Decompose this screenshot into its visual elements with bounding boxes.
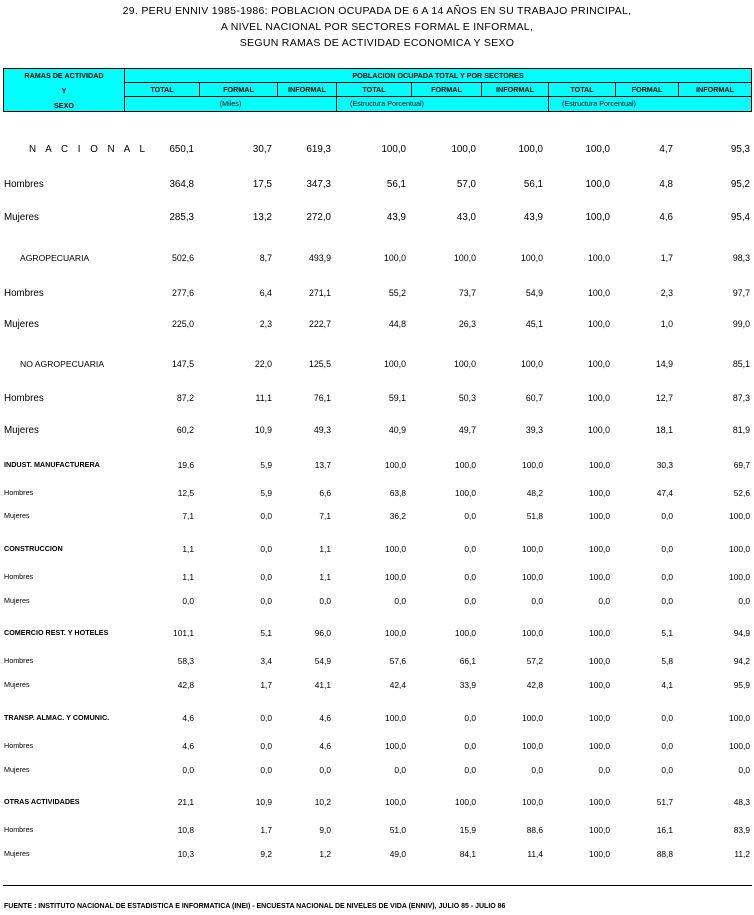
cell-value: 100,0	[589, 460, 610, 470]
cell-value: 83,9	[733, 825, 750, 835]
cell-value: 95,3	[730, 144, 750, 155]
cell-value: 51,7	[656, 797, 673, 807]
cell-value: 272,0	[306, 212, 331, 223]
cell-value: 88,8	[656, 849, 673, 859]
unit-label-miles: (Miles)	[219, 99, 242, 108]
cell-value: 100,0	[522, 741, 543, 751]
cell-value: 7,1	[182, 511, 194, 521]
table-header	[3, 68, 752, 112]
cell-value: 1,1	[182, 572, 194, 582]
cell-value: 60,2	[176, 425, 194, 435]
cell-value: 6,4	[259, 288, 272, 298]
cell-value: 100,0	[729, 511, 750, 521]
cell-value: 100,0	[589, 544, 610, 554]
cell-value: 88,6	[526, 825, 543, 835]
cell-value: 49,0	[389, 849, 406, 859]
cell-value: 45,1	[525, 319, 543, 329]
cell-value: 9,0	[319, 825, 331, 835]
col-header-informal-2: INFORMAL	[496, 85, 534, 94]
cell-value: 100,0	[589, 488, 610, 498]
cell-value: 96,0	[314, 628, 331, 638]
cell-value: 5,9	[260, 488, 272, 498]
row-label: NO AGROPECUARIA	[20, 359, 105, 369]
cell-value: 54,9	[525, 288, 543, 298]
cell-value: 100,0	[522, 572, 543, 582]
cell-value: 4,6	[319, 741, 331, 751]
col-header-informal-3: INFORMAL	[696, 85, 734, 94]
cell-value: 0,0	[661, 741, 673, 751]
cell-value: 100,0	[453, 359, 476, 369]
cell-value: 4,6	[659, 212, 673, 223]
span-header: POBLACION OCUPADA TOTAL Y POR SECTORES	[352, 71, 524, 80]
cell-value: 56,1	[523, 179, 543, 190]
cell-value: 0,0	[464, 596, 476, 606]
cell-value: 13,7	[314, 460, 331, 470]
cell-value: 10,9	[255, 797, 272, 807]
cell-value: 42,8	[177, 680, 194, 690]
cell-value: 81,9	[732, 425, 750, 435]
cell-value: 0,0	[182, 765, 194, 775]
cell-value: 0,0	[738, 596, 750, 606]
cell-value: 0,0	[598, 765, 610, 775]
row-label: AGROPECUARIA	[20, 253, 90, 263]
row-label: Hombres	[4, 179, 44, 190]
row-label: Mujeres	[4, 849, 30, 858]
cell-value: 69,7	[733, 460, 750, 470]
cell-value: 100,0	[587, 253, 610, 263]
cell-value: 100,0	[385, 797, 406, 807]
cell-value: 49,3	[313, 425, 331, 435]
cell-value: 10,9	[254, 425, 272, 435]
source-note: FUENTE : INSTITUTO NACIONAL DE ESTADISTICA E INFORMATICA (INEI) - ENCUESTA NACIONAL DE NIVELES DE VIDA (ENNIV), JULIO 85 - JULIO 86	[4, 903, 506, 910]
cell-value: 100,0	[587, 393, 610, 403]
cell-value: 18,1	[655, 425, 673, 435]
cell-value: 4,8	[659, 179, 673, 190]
cell-value: 364,8	[169, 179, 194, 190]
row-label: TRANSP. ALMAC. Y COMUNIC.	[4, 713, 110, 722]
cell-value: 60,7	[525, 393, 543, 403]
cell-value: 0,0	[661, 713, 673, 723]
row-label: Hombres	[4, 288, 44, 299]
cell-value: 21,1	[177, 797, 194, 807]
cell-value: 73,7	[458, 288, 476, 298]
cell-value: 222,7	[308, 319, 331, 329]
col-header-total-1: TOTAL	[150, 85, 174, 94]
col-header-total-3: TOTAL	[570, 85, 594, 94]
cell-value: 97,7	[732, 288, 750, 298]
col-header-informal-1: INFORMAL	[288, 85, 326, 94]
cell-value: 100,0	[451, 144, 476, 155]
cell-value: 0,0	[464, 572, 476, 582]
cell-value: 3,4	[260, 656, 272, 666]
cell-value: 100,0	[589, 680, 610, 690]
cell-value: 51,8	[526, 511, 543, 521]
cell-value: 100,0	[522, 544, 543, 554]
cell-value: 277,6	[171, 288, 194, 298]
cell-value: 85,1	[732, 359, 750, 369]
cell-value: 56,1	[386, 179, 406, 190]
cell-value: 43,0	[456, 212, 476, 223]
row-label: Hombres	[4, 656, 34, 665]
row-label: Mujeres	[4, 596, 30, 605]
cell-value: 5,8	[661, 656, 673, 666]
unit-label-percent-2: (Estructura Porcentual)	[562, 99, 636, 108]
cell-value: 95,9	[733, 680, 750, 690]
cell-value: 95,4	[730, 212, 750, 223]
cell-value: 0,0	[260, 713, 272, 723]
cell-value: 493,9	[308, 253, 331, 263]
cell-value: 0,0	[319, 596, 331, 606]
cell-value: 76,1	[313, 393, 331, 403]
footer-rule	[3, 885, 752, 886]
cell-value: 2,3	[259, 319, 272, 329]
cell-value: 1,1	[319, 544, 331, 554]
unit-label-percent-1: (Estructura Porcentual)	[350, 99, 424, 108]
cell-value: 84,1	[459, 849, 476, 859]
cell-value: 0,0	[464, 511, 476, 521]
cell-value: 12,5	[177, 488, 194, 498]
row-label: Hombres	[4, 572, 34, 581]
cell-value: 100,0	[589, 849, 610, 859]
cell-value: 59,1	[388, 393, 406, 403]
cell-value: 50,3	[458, 393, 476, 403]
cell-value: 502,6	[171, 253, 194, 263]
cell-value: 17,5	[252, 179, 272, 190]
stub-header-line-2: Y	[61, 86, 67, 95]
cell-value: 0,0	[464, 544, 476, 554]
cell-value: 11,2	[734, 849, 750, 859]
row-label: COMERCIO REST. Y HOTELES	[4, 628, 109, 637]
cell-value: 0,0	[260, 596, 272, 606]
cell-value: 94,9	[733, 628, 750, 638]
cell-value: 13,2	[252, 212, 272, 223]
cell-value: 100,0	[522, 713, 543, 723]
cell-value: 42,4	[389, 680, 406, 690]
row-label: Mujeres	[4, 680, 30, 689]
cell-value: 19,6	[177, 460, 194, 470]
cell-value: 98,3	[732, 253, 750, 263]
cell-value: 2,3	[660, 288, 673, 298]
cell-value: 0,0	[319, 765, 331, 775]
cell-value: 101,1	[173, 628, 194, 638]
cell-value: 30,7	[252, 144, 272, 155]
cell-value: 0,0	[738, 765, 750, 775]
col-header-formal-1: FORMAL	[223, 85, 254, 94]
row-label: CONSTRUCCION	[4, 544, 63, 553]
cell-value: 14,9	[655, 359, 673, 369]
cell-value: 4,6	[319, 713, 331, 723]
cell-value: 100,0	[385, 572, 406, 582]
cell-value: 271,1	[308, 288, 331, 298]
cell-value: 4,6	[182, 713, 194, 723]
cell-value: 100,0	[587, 319, 610, 329]
cell-value: 0,0	[661, 544, 673, 554]
cell-value: 94,2	[733, 656, 750, 666]
row-label: OTRAS ACTIVIDADES	[4, 797, 80, 806]
cell-value: 100,0	[587, 288, 610, 298]
cell-value: 66,1	[459, 656, 476, 666]
cell-value: 42,8	[526, 680, 543, 690]
cell-value: 63,8	[389, 488, 406, 498]
cell-value: 1,7	[260, 825, 272, 835]
cell-value: 100,0	[729, 544, 750, 554]
cell-value: 100,0	[385, 628, 406, 638]
cell-value: 99,0	[732, 319, 750, 329]
cell-value: 0,0	[531, 596, 543, 606]
cell-value: 48,2	[526, 488, 543, 498]
col-header-total-2: TOTAL	[362, 85, 386, 94]
cell-value: 100,0	[589, 511, 610, 521]
cell-value: 36,2	[389, 511, 406, 521]
cell-value: 0,0	[182, 596, 194, 606]
cell-value: 41,1	[314, 680, 331, 690]
cell-value: 1,7	[260, 680, 272, 690]
cell-value: 285,3	[169, 212, 194, 223]
row-label: Hombres	[4, 393, 44, 404]
cell-value: 1,2	[319, 849, 331, 859]
cell-value: 30,3	[656, 460, 673, 470]
cell-value: 5,1	[661, 628, 673, 638]
cell-value: 100,0	[589, 713, 610, 723]
cell-value: 1,1	[182, 544, 194, 554]
col-header-formal-2: FORMAL	[431, 85, 462, 94]
cell-value: 100,0	[522, 628, 543, 638]
row-label: Mujeres	[4, 212, 39, 223]
cell-value: 51,0	[389, 825, 406, 835]
cell-value: 52,6	[733, 488, 750, 498]
row-label: Mujeres	[4, 425, 39, 436]
cell-value: 8,7	[259, 253, 272, 263]
cell-value: 0,0	[394, 765, 406, 775]
cell-value: 55,2	[388, 288, 406, 298]
cell-value: 4,6	[182, 741, 194, 751]
table-title-line-1: 29. PERU ENNIV 1985-1986: POBLACION OCUPADA DE 6 A 14 AÑOS EN SU TRABAJO PRINCIPAL,	[122, 5, 632, 17]
cell-value: 54,9	[314, 656, 331, 666]
cell-value: 100,0	[589, 572, 610, 582]
cell-value: 0,0	[661, 765, 673, 775]
cell-value: 100,0	[587, 359, 610, 369]
cell-value: 16,1	[656, 825, 673, 835]
cell-value: 10,3	[177, 849, 194, 859]
row-label: Hombres	[4, 488, 34, 497]
cell-value: 100,0	[729, 741, 750, 751]
cell-value: 100,0	[385, 544, 406, 554]
cell-value: 619,3	[306, 144, 331, 155]
cell-value: 11,4	[527, 849, 543, 859]
cell-value: 100,0	[522, 460, 543, 470]
cell-value: 650,1	[169, 144, 194, 155]
cell-value: 100,0	[455, 628, 476, 638]
table-title-line-2: A NIVEL NACIONAL POR SECTORES FORMAL E INFORMAL,	[220, 21, 534, 33]
cell-value: 57,6	[389, 656, 406, 666]
cell-value: 5,1	[260, 628, 272, 638]
cell-value: 10,2	[314, 797, 331, 807]
cell-value: 48,3	[733, 797, 750, 807]
cell-value: 1,7	[660, 253, 673, 263]
cell-value: 100,0	[589, 797, 610, 807]
cell-value: 0,0	[260, 544, 272, 554]
cell-value: 225,0	[171, 319, 194, 329]
row-label: Mujeres	[4, 511, 30, 520]
cell-value: 11,1	[255, 393, 272, 403]
cell-value: 100,0	[522, 797, 543, 807]
cell-value: 100,0	[729, 572, 750, 582]
cell-value: 12,7	[655, 393, 673, 403]
cell-value: 0,0	[464, 713, 476, 723]
cell-value: 100,0	[589, 741, 610, 751]
cell-value: 43,9	[523, 212, 543, 223]
cell-value: 0,0	[260, 741, 272, 751]
cell-value: 100,0	[455, 797, 476, 807]
cell-value: 1,1	[319, 572, 331, 582]
cell-value: 0,0	[394, 596, 406, 606]
cell-value: 100,0	[453, 253, 476, 263]
col-header-formal-3: FORMAL	[631, 85, 663, 94]
cell-value: 95,2	[730, 179, 750, 190]
cell-value: 47,4	[656, 488, 673, 498]
cell-value: 100,0	[381, 144, 406, 155]
cell-value: 0,0	[661, 572, 673, 582]
cell-value: 147,5	[171, 359, 194, 369]
cell-value: 22,0	[254, 359, 272, 369]
cell-value: 100,0	[520, 253, 543, 263]
cell-value: 100,0	[385, 460, 406, 470]
cell-value: 87,2	[176, 393, 194, 403]
cell-value: 0,0	[260, 765, 272, 775]
stub-header-line-3: SEXO	[54, 101, 74, 110]
cell-value: 39,3	[525, 425, 543, 435]
cell-value: 4,7	[659, 144, 673, 155]
cell-value: 100,0	[518, 144, 543, 155]
cell-value: 0,0	[661, 596, 673, 606]
cell-value: 49,7	[458, 425, 476, 435]
cell-value: 5,9	[260, 460, 272, 470]
cell-value: 44,8	[388, 319, 406, 329]
cell-value: 100,0	[589, 825, 610, 835]
cell-value: 100,0	[587, 425, 610, 435]
stub-header-line-1: RAMAS DE ACTIVIDAD	[24, 71, 104, 80]
cell-value: 100,0	[585, 212, 610, 223]
cell-value: 0,0	[464, 765, 476, 775]
cell-value: 1,0	[660, 319, 673, 329]
cell-value: 15,9	[459, 825, 476, 835]
row-label: Hombres	[4, 741, 34, 750]
cell-value: 40,9	[388, 425, 406, 435]
cell-value: 10,8	[177, 825, 194, 835]
cell-value: 58,3	[177, 656, 194, 666]
cell-value: 9,2	[260, 849, 272, 859]
cell-value: 0,0	[531, 765, 543, 775]
cell-value: 0,0	[464, 741, 476, 751]
cell-value: 7,1	[319, 511, 331, 521]
cell-value: 100,0	[589, 628, 610, 638]
cell-value: 0,0	[661, 511, 673, 521]
cell-value: 100,0	[585, 144, 610, 155]
table-title-line-3: SEGUN RAMAS DE ACTIVIDAD ECONOMICA Y SEXO	[239, 37, 515, 49]
row-label: Mujeres	[4, 319, 39, 330]
cell-value: 43,9	[386, 212, 406, 223]
cell-value: 0,0	[598, 596, 610, 606]
cell-value: 4,1	[661, 680, 673, 690]
cell-value: 347,3	[306, 179, 331, 190]
cell-value: 0,0	[260, 572, 272, 582]
cell-value: 100,0	[585, 179, 610, 190]
cell-value: 57,2	[526, 656, 543, 666]
cell-value: 125,5	[308, 359, 331, 369]
cell-value: 100,0	[383, 359, 406, 369]
cell-value: 100,0	[383, 253, 406, 263]
cell-value: 100,0	[589, 656, 610, 666]
row-label: Hombres	[4, 825, 34, 834]
row-label: Mujeres	[4, 765, 30, 774]
cell-value: 100,0	[455, 460, 476, 470]
cell-value: 57,0	[456, 179, 476, 190]
cell-value: 33,9	[459, 680, 476, 690]
cell-value: 0,0	[260, 511, 272, 521]
row-label: N A C I O N A L	[29, 144, 149, 155]
cell-value: 87,3	[732, 393, 750, 403]
cell-value: 100,0	[729, 713, 750, 723]
cell-value: 100,0	[520, 359, 543, 369]
cell-value: 100,0	[385, 713, 406, 723]
cell-value: 6,6	[319, 488, 331, 498]
cell-value: 26,3	[458, 319, 476, 329]
cell-value: 100,0	[455, 488, 476, 498]
cell-value: 100,0	[385, 741, 406, 751]
row-label: INDUST. MANUFACTURERA	[4, 460, 100, 469]
